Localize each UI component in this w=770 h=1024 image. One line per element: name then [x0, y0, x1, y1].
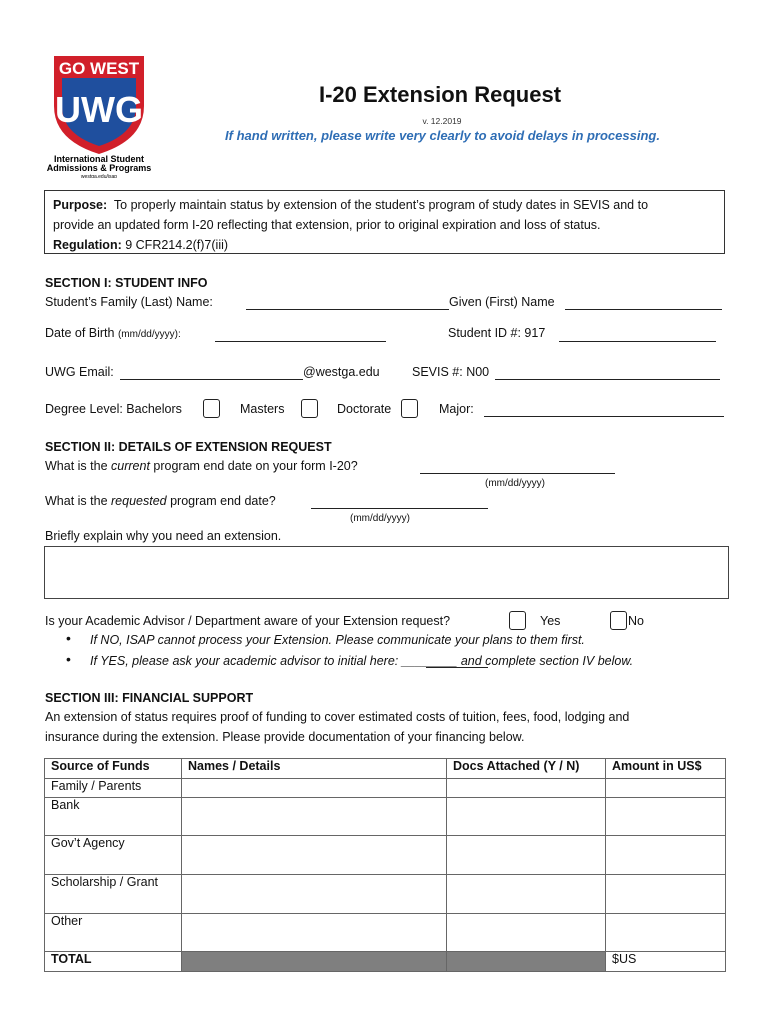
shaded-cell — [182, 952, 447, 972]
column-header: Source of Funds — [45, 759, 182, 779]
advisor-initial-field[interactable] — [426, 667, 488, 668]
column-header: Amount in US$ — [606, 759, 726, 779]
section3-heading: SECTION III: FINANCIAL SUPPORT — [45, 691, 254, 705]
sevis-label: SEVIS #: N00 — [412, 365, 490, 379]
logo-line2: Admissions & Programs — [46, 163, 152, 173]
financial-text-1: An extension of status requires proof of funding to cover estimated costs of tuition, fees, food, lodging and — [45, 710, 630, 724]
student-id-field[interactable] — [559, 341, 716, 342]
docs-cell[interactable] — [447, 836, 606, 875]
q1-b: program end date on your form I-20? — [153, 459, 358, 473]
q2-a: What is the — [45, 494, 108, 508]
current-date-format: (mm/dd/yyyy) — [485, 478, 545, 489]
table-header-row — [45, 759, 726, 779]
table-row — [45, 875, 726, 914]
requested-end-date-question — [45, 494, 276, 508]
bullet-dot: • — [66, 651, 71, 667]
masters-checkbox[interactable] — [301, 399, 318, 418]
email-field[interactable] — [120, 379, 303, 380]
page-title: I-20 Extension Request — [318, 82, 562, 107]
names-cell[interactable] — [182, 875, 447, 914]
source-label: Family / Parents — [45, 779, 182, 798]
advisor-no-checkbox[interactable] — [610, 611, 627, 630]
names-cell[interactable] — [182, 798, 447, 836]
dob-label-text: Date of Birth — [45, 326, 115, 340]
section2-heading: SECTION II: DETAILS OF EXTENSION REQUEST — [45, 440, 332, 454]
regulation-value: 9 CFR214.2(f)7(iii) — [125, 238, 229, 252]
current-end-date-field[interactable] — [420, 473, 615, 474]
advisor-yes-checkbox[interactable] — [509, 611, 526, 630]
source-label: Other — [45, 914, 182, 952]
amount-cell[interactable] — [606, 914, 726, 952]
logo-url: westga.edu/isap — [80, 174, 118, 178]
dob-field[interactable] — [215, 341, 386, 342]
degree-level-label: Degree Level: Bachelors — [45, 402, 182, 416]
q2-b: program end date? — [170, 494, 276, 508]
docs-cell[interactable] — [447, 779, 606, 798]
uwg-logo — [40, 48, 158, 178]
email-label: UWG Email: — [45, 365, 114, 379]
given-name-label: Given (First) Name — [449, 295, 555, 309]
total-row — [45, 952, 726, 972]
names-cell[interactable] — [182, 779, 447, 798]
advisor-yes-label: Yes — [540, 614, 561, 628]
current-end-date-question — [45, 459, 358, 473]
q1-a: What is the — [45, 459, 108, 473]
column-header: Docs Attached (Y / N) — [447, 759, 606, 779]
source-label: Scholarship / Grant — [45, 875, 182, 914]
total-label: TOTAL — [45, 952, 182, 972]
advisor-yes-note: If YES, please ask your academic advisor to initial here: ________ and complete section IV below. — [90, 654, 634, 668]
financial-support-table — [44, 758, 726, 972]
advisor-question: Is your Academic Advisor / Department aware of your Extension request? — [45, 614, 451, 628]
source-label: Bank — [45, 798, 182, 836]
explanation-textarea[interactable] — [44, 546, 729, 599]
dob-format: (mm/dd/yyyy): — [117, 329, 181, 340]
purpose-box — [44, 190, 725, 254]
explain-label: Briefly explain why you need an extension. — [45, 529, 282, 543]
student-id-label: Student ID #: 917 — [448, 326, 546, 340]
sevis-field[interactable] — [495, 379, 720, 380]
financial-text-2: insurance during the extension. Please provide documentation of your financing below. — [45, 730, 525, 744]
shaded-cell — [447, 952, 606, 972]
docs-cell[interactable] — [447, 875, 606, 914]
advisor-no-label: No — [628, 614, 644, 628]
amount-cell[interactable] — [606, 779, 726, 798]
docs-cell[interactable] — [447, 914, 606, 952]
docs-cell[interactable] — [447, 798, 606, 836]
masters-label: Masters — [240, 402, 285, 416]
purpose-text-1: To properly maintain status by extension of the student’s program of study dates in SEVIS and to — [113, 198, 649, 212]
handwriting-note: If hand written, please write very clearly to avoid delays in processing. — [225, 128, 660, 143]
table-row — [45, 914, 726, 952]
source-label: Gov’t Agency — [45, 836, 182, 875]
doctorate-label: Doctorate — [337, 402, 392, 416]
requested-end-date-field[interactable] — [311, 508, 488, 509]
family-name-label: Student’s Family (Last) Name: — [45, 295, 213, 309]
logo-line1: International Student — [54, 154, 144, 164]
amount-cell[interactable] — [606, 798, 726, 836]
email-domain: @westga.edu — [303, 365, 380, 379]
names-cell[interactable] — [182, 836, 447, 875]
names-cell[interactable] — [182, 914, 447, 952]
requested-date-format: (mm/dd/yyyy) — [350, 513, 410, 524]
purpose-text-2: provide an updated form I-20 reflecting that extension, prior to original expiration and loss of status. — [53, 218, 601, 232]
table-row — [45, 836, 726, 875]
logo-go-west: GO WEST — [58, 59, 140, 78]
logo-uwg: UWG — [55, 89, 143, 130]
table-row — [45, 779, 726, 798]
table-row — [45, 798, 726, 836]
amount-cell[interactable] — [606, 836, 726, 875]
given-name-field[interactable] — [565, 309, 722, 310]
advisor-no-note: If NO, ISAP cannot process your Extension. Please communicate your plans to them first. — [90, 633, 585, 647]
regulation-label: Regulation: — [53, 238, 122, 252]
q2-requested: requested — [111, 494, 167, 508]
section1-heading: SECTION I: STUDENT INFO — [45, 276, 208, 290]
q1-current: current — [111, 459, 150, 473]
dob-label — [45, 326, 181, 340]
family-name-field[interactable] — [246, 309, 449, 310]
amount-cell[interactable] — [606, 875, 726, 914]
major-label: Major: — [439, 402, 474, 416]
bullet-dot: • — [66, 630, 71, 646]
total-amount[interactable]: $US — [606, 952, 726, 972]
form-version: v. 12.2019 — [422, 116, 462, 126]
purpose-label: Purpose: — [53, 198, 108, 212]
column-header: Names / Details — [182, 759, 447, 779]
major-field[interactable] — [484, 416, 724, 417]
bachelors-checkbox[interactable] — [203, 399, 220, 418]
doctorate-checkbox[interactable] — [401, 399, 418, 418]
